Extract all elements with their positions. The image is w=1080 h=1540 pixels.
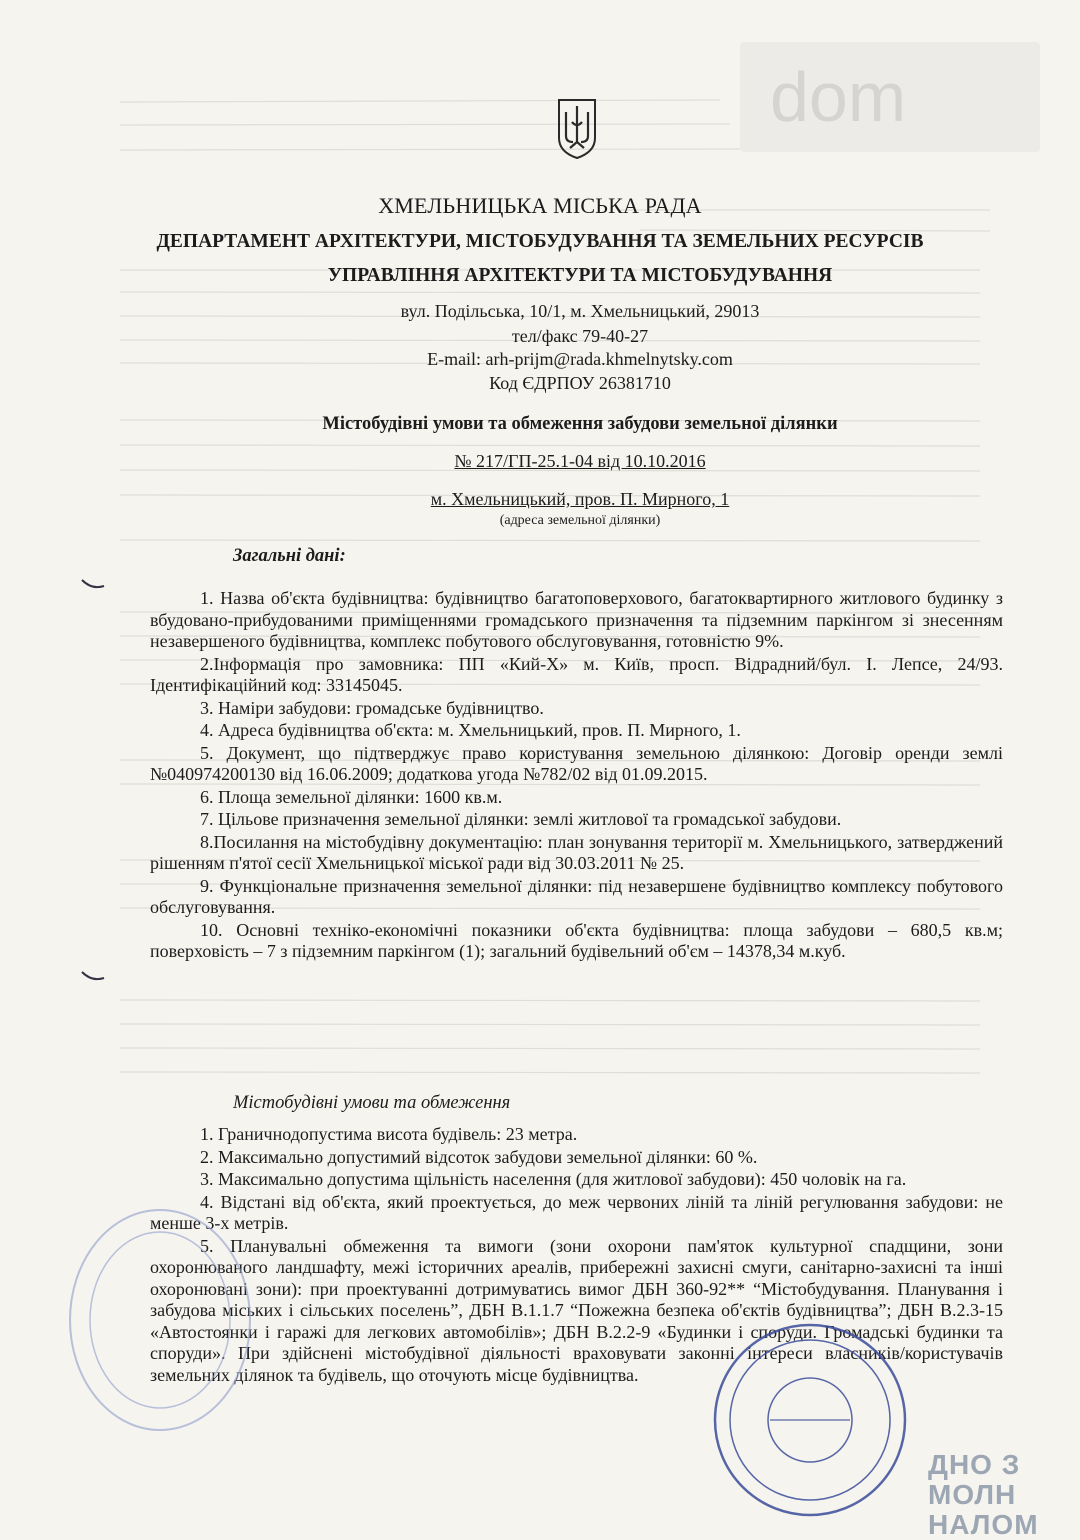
condition-item-4: 4. Відстані від об'єкта, який проектується, до меж червоних ліній та ліній регулювання забудови: не менше 3-х метрів.	[150, 1191, 1003, 1233]
site-address: м. Хмельницький, пров. П. Мирного, 1	[430, 489, 730, 509]
general-item-8: 8.Посилання на містобудівну документацію: план зонування території м. Хмельницького, затверджений рішенням п'ятої сесії Хмельницької міської ради від 30.03.2011 № 25.	[150, 831, 1003, 873]
condition-item-1: 1. Граничнодопустима висота будівель: 23 метра.	[200, 1124, 578, 1144]
org-email: E-mail: arh-prijm@rada.khmelnytsky.com	[427, 349, 733, 369]
condition-item-5: 5. Планувальні обмеження та вимоги (зони охорони пам'яток культурної спадщини, зони охоронюваного ландшафту, межі історичних ареалів, прибережні захисні смуги, санітарно-захисні та інші охоронювані зони): при проектуванні дотримуватись вимог ДБН 360-92** “Містобудування. Планування і забудова міських і сільських поселень”, ДБН В.1.1.7 “Пожежна безпека об'єктів будівництва”; ДБН В.2.3-15 «Автостоянки і гаражі для легкових автомобілів»; ДБН В.2.2-9 «Будинки і споруди. Громадські будинки та споруди». При здійснені містобудівної діяльності враховувати законні інтереси власників/користувачів земельних ділянок та будівель, що оточують місце будівництва.	[150, 1235, 1003, 1385]
condition-item-2: 2. Максимально допустимий відсоток забудови земельної ділянки: 60 %.	[200, 1146, 758, 1167]
site-address-hint: (адреса земельної ділянки)	[499, 513, 661, 528]
official-stamp	[710, 1320, 910, 1520]
general-item-2: 2.Інформація про замовника: ПП «Кий-Х» м. Київ, просп. Відрадний/бул. І. Лепсе, 24/93. Ідентифікаційний код: 33145045.	[150, 653, 1003, 695]
council-name: ХМЕЛЬНИЦЬКА МІСЬКА РАДА	[378, 193, 702, 218]
general-item-7: 7. Цільове призначення земельної ділянки: землі житлової та громадської забудови.	[200, 809, 842, 829]
general-item-6: 6. Площа земельної ділянки: 1600 кв.м.	[200, 786, 503, 807]
general-item-5: 5. Документ, що підтверджує право користування земельною ділянкою: Договір оренди землі №040974200130 від 16.06.2009; додаткова угода №782/02 від 01.09.2015.	[150, 742, 1003, 784]
general-list	[150, 588, 1003, 963]
punch-mark-icon	[80, 578, 106, 592]
department-name: ДЕПАРТАМЕНТ АРХІТЕКТУРИ, МІСТОБУДУВАННЯ ТА ЗЕМЕЛЬНИХ РЕСУРСІВ	[156, 231, 924, 252]
general-item-1: 1. Назва об'єкта будівництва: будівництво багатоповерхового, багатоквартирного житлового будинку з вбудовано-прибудованими приміщеннями громадського призначення та підземним паркінгом зі знесенням незавершеного будівництва, комплекс побутового обслуговування, готовністю 9%.	[150, 588, 1003, 651]
watermark: dom	[740, 42, 1040, 152]
document-title: Містобудівні умови та обмеження забудови земельної ділянки	[322, 414, 838, 434]
general-item-10: 10. Основні техніко-економічні показники об'єкта будівництва: площа забудови – 680,5 кв.м; поверховість – 7 з підземним паркінгом (1); загальний будівельний об'єм – 14378,34 м.куб.	[150, 919, 1003, 961]
conditions-heading: Містобудівні умови та обмеження	[233, 1093, 511, 1113]
org-code: Код ЄДРПОУ 26381710	[489, 373, 671, 393]
margin-overlay-text: ДНО З МОЛН НАЛОМ	[928, 1449, 1039, 1540]
division-name: УПРАВЛІННЯ АРХІТЕКТУРИ ТА МІСТОБУДУВАННЯ	[327, 265, 833, 286]
document-number: № 217/ГП-25.1-04 від 10.10.2016	[454, 451, 706, 471]
punch-mark-icon	[80, 970, 106, 984]
general-item-4: 4. Адреса будівництва об'єкта: м. Хмельницький, пров. П. Мирного, 1.	[200, 720, 741, 740]
general-heading: Загальні дані:	[233, 546, 346, 566]
faded-stamp-left	[60, 1200, 260, 1440]
condition-item-3: 3. Максимально допустима щільність населення (для житлової забудови): 450 чоловік на га.	[200, 1169, 907, 1189]
org-address: вул. Подільська, 10/1, м. Хмельницький, 29013	[400, 301, 760, 321]
general-item-9: 9. Функціональне призначення земельної ділянки: під незавершене будівництво комплексу побутового обслуговування.	[150, 875, 1003, 917]
org-phone: тел/факс 79-40-27	[511, 326, 649, 346]
general-item-3: 3. Наміри забудови: громадське будівництво.	[200, 697, 544, 718]
coat-of-arms-icon	[556, 98, 598, 160]
